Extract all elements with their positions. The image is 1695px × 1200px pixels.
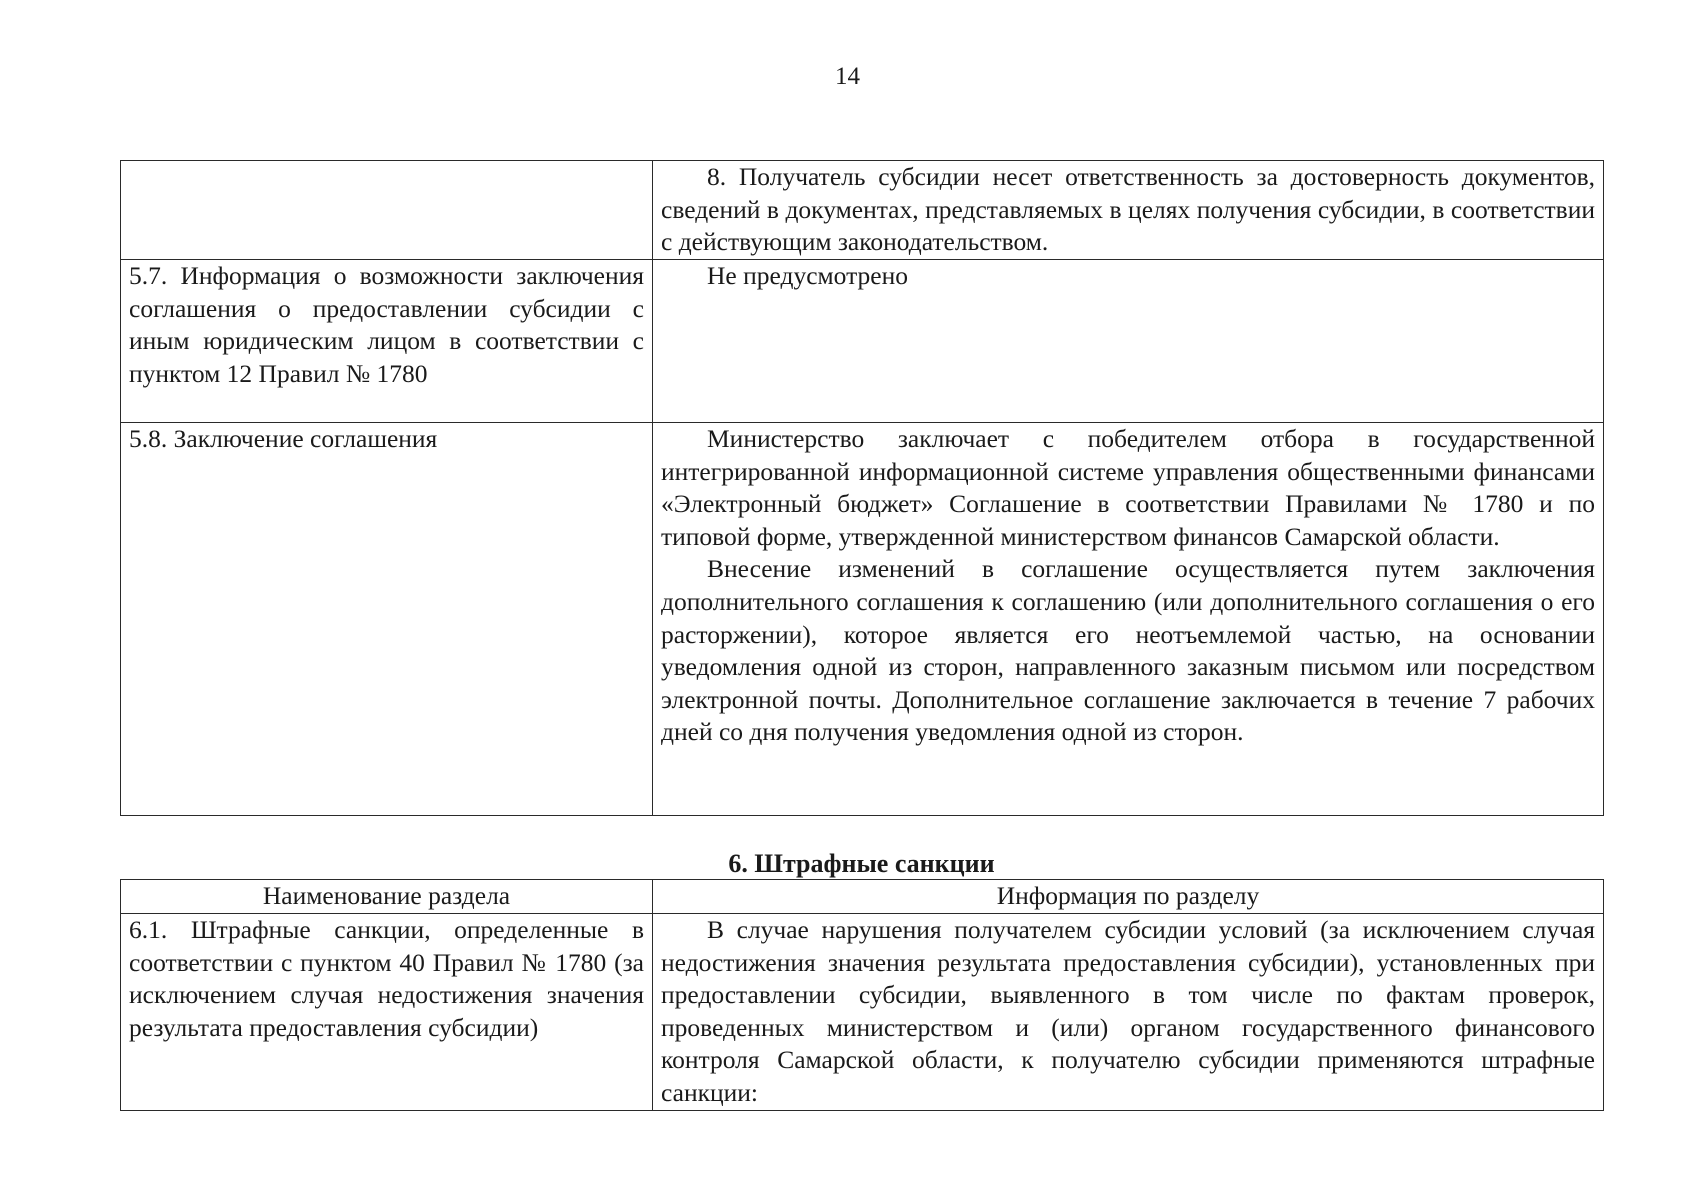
row-info-cell <box>653 161 1604 260</box>
row-label-cell <box>121 260 653 423</box>
info-paragraph: 8. Получатель субсидии несет ответственность за достоверность документов, сведений в документах, представляемых в целях получения субсидии, в соответствии с действующим законодательством. <box>661 162 1595 257</box>
row-label-cell <box>121 161 653 260</box>
table-row <box>121 161 1604 260</box>
info-paragraph: В случае нарушения получателем субсидии условий (за исключением случая недостижения значения результата предоставления субсидии), установленных при предоставлении субсидии, выявленного в том числе по фактам проверок, проведенных министерством и (или) органом государственного финансового контроля Самарской области, к получателю субсидии применяются штрафные санкции: <box>661 915 1595 1107</box>
row-label: 5.8. Заключение соглашения <box>129 424 438 453</box>
table-row <box>121 260 1604 423</box>
row-label-cell <box>121 423 653 816</box>
info-paragraph: Не предусмотрено <box>707 261 908 290</box>
table-row <box>121 423 1604 816</box>
page-number: 14 <box>835 63 860 90</box>
row-label: 5.7. Информация о возможности заключения соглашения о предоставлении субсидии с иным юридическим лицом в соответствии с пунктом 12 Правил № 1780 <box>129 261 644 388</box>
row-label: 6.1. Штрафные санкции, определенные в соответствии с пунктом 40 Правил № 1780 (за исключением случая недостижения значения результата предоставления субсидии) <box>129 915 644 1042</box>
row-info-cell <box>653 260 1604 423</box>
section-title: 6. Штрафные санкции <box>728 849 995 878</box>
row-label-cell <box>121 914 653 1111</box>
table-header-row <box>121 880 1604 914</box>
table-row <box>121 914 1604 1111</box>
info-paragraph: Министерство заключает с победителем отбора в государственной интегрированной информационной системе управления общественными финансами «Электронный бюджет» Соглашение в соответствии Правилами № 1780 и по типовой форме, утвержденной министерством финансов Самарской области. <box>661 424 1595 551</box>
penalties-table <box>120 879 1604 1111</box>
row-info-cell <box>653 914 1604 1111</box>
column-header-section-name: Наименование раздела <box>121 880 653 914</box>
column-header-section-info: Информация по разделу <box>653 880 1604 914</box>
row-info-cell <box>653 423 1604 816</box>
subsidy-terms-table <box>120 160 1604 816</box>
info-paragraph: Внесение изменений в соглашение осуществляется путем заключения дополнительного соглашения к соглашению (или дополнительного соглашения о его расторжении), которое является его неотъемлемой частью, на основании уведомления одной из сторон, направленного заказным письмом или посредством электронной почты. Дополнительное соглашение заключается в течение 7 рабочих дней со дня получения уведомления одной из сторон. <box>661 554 1595 747</box>
